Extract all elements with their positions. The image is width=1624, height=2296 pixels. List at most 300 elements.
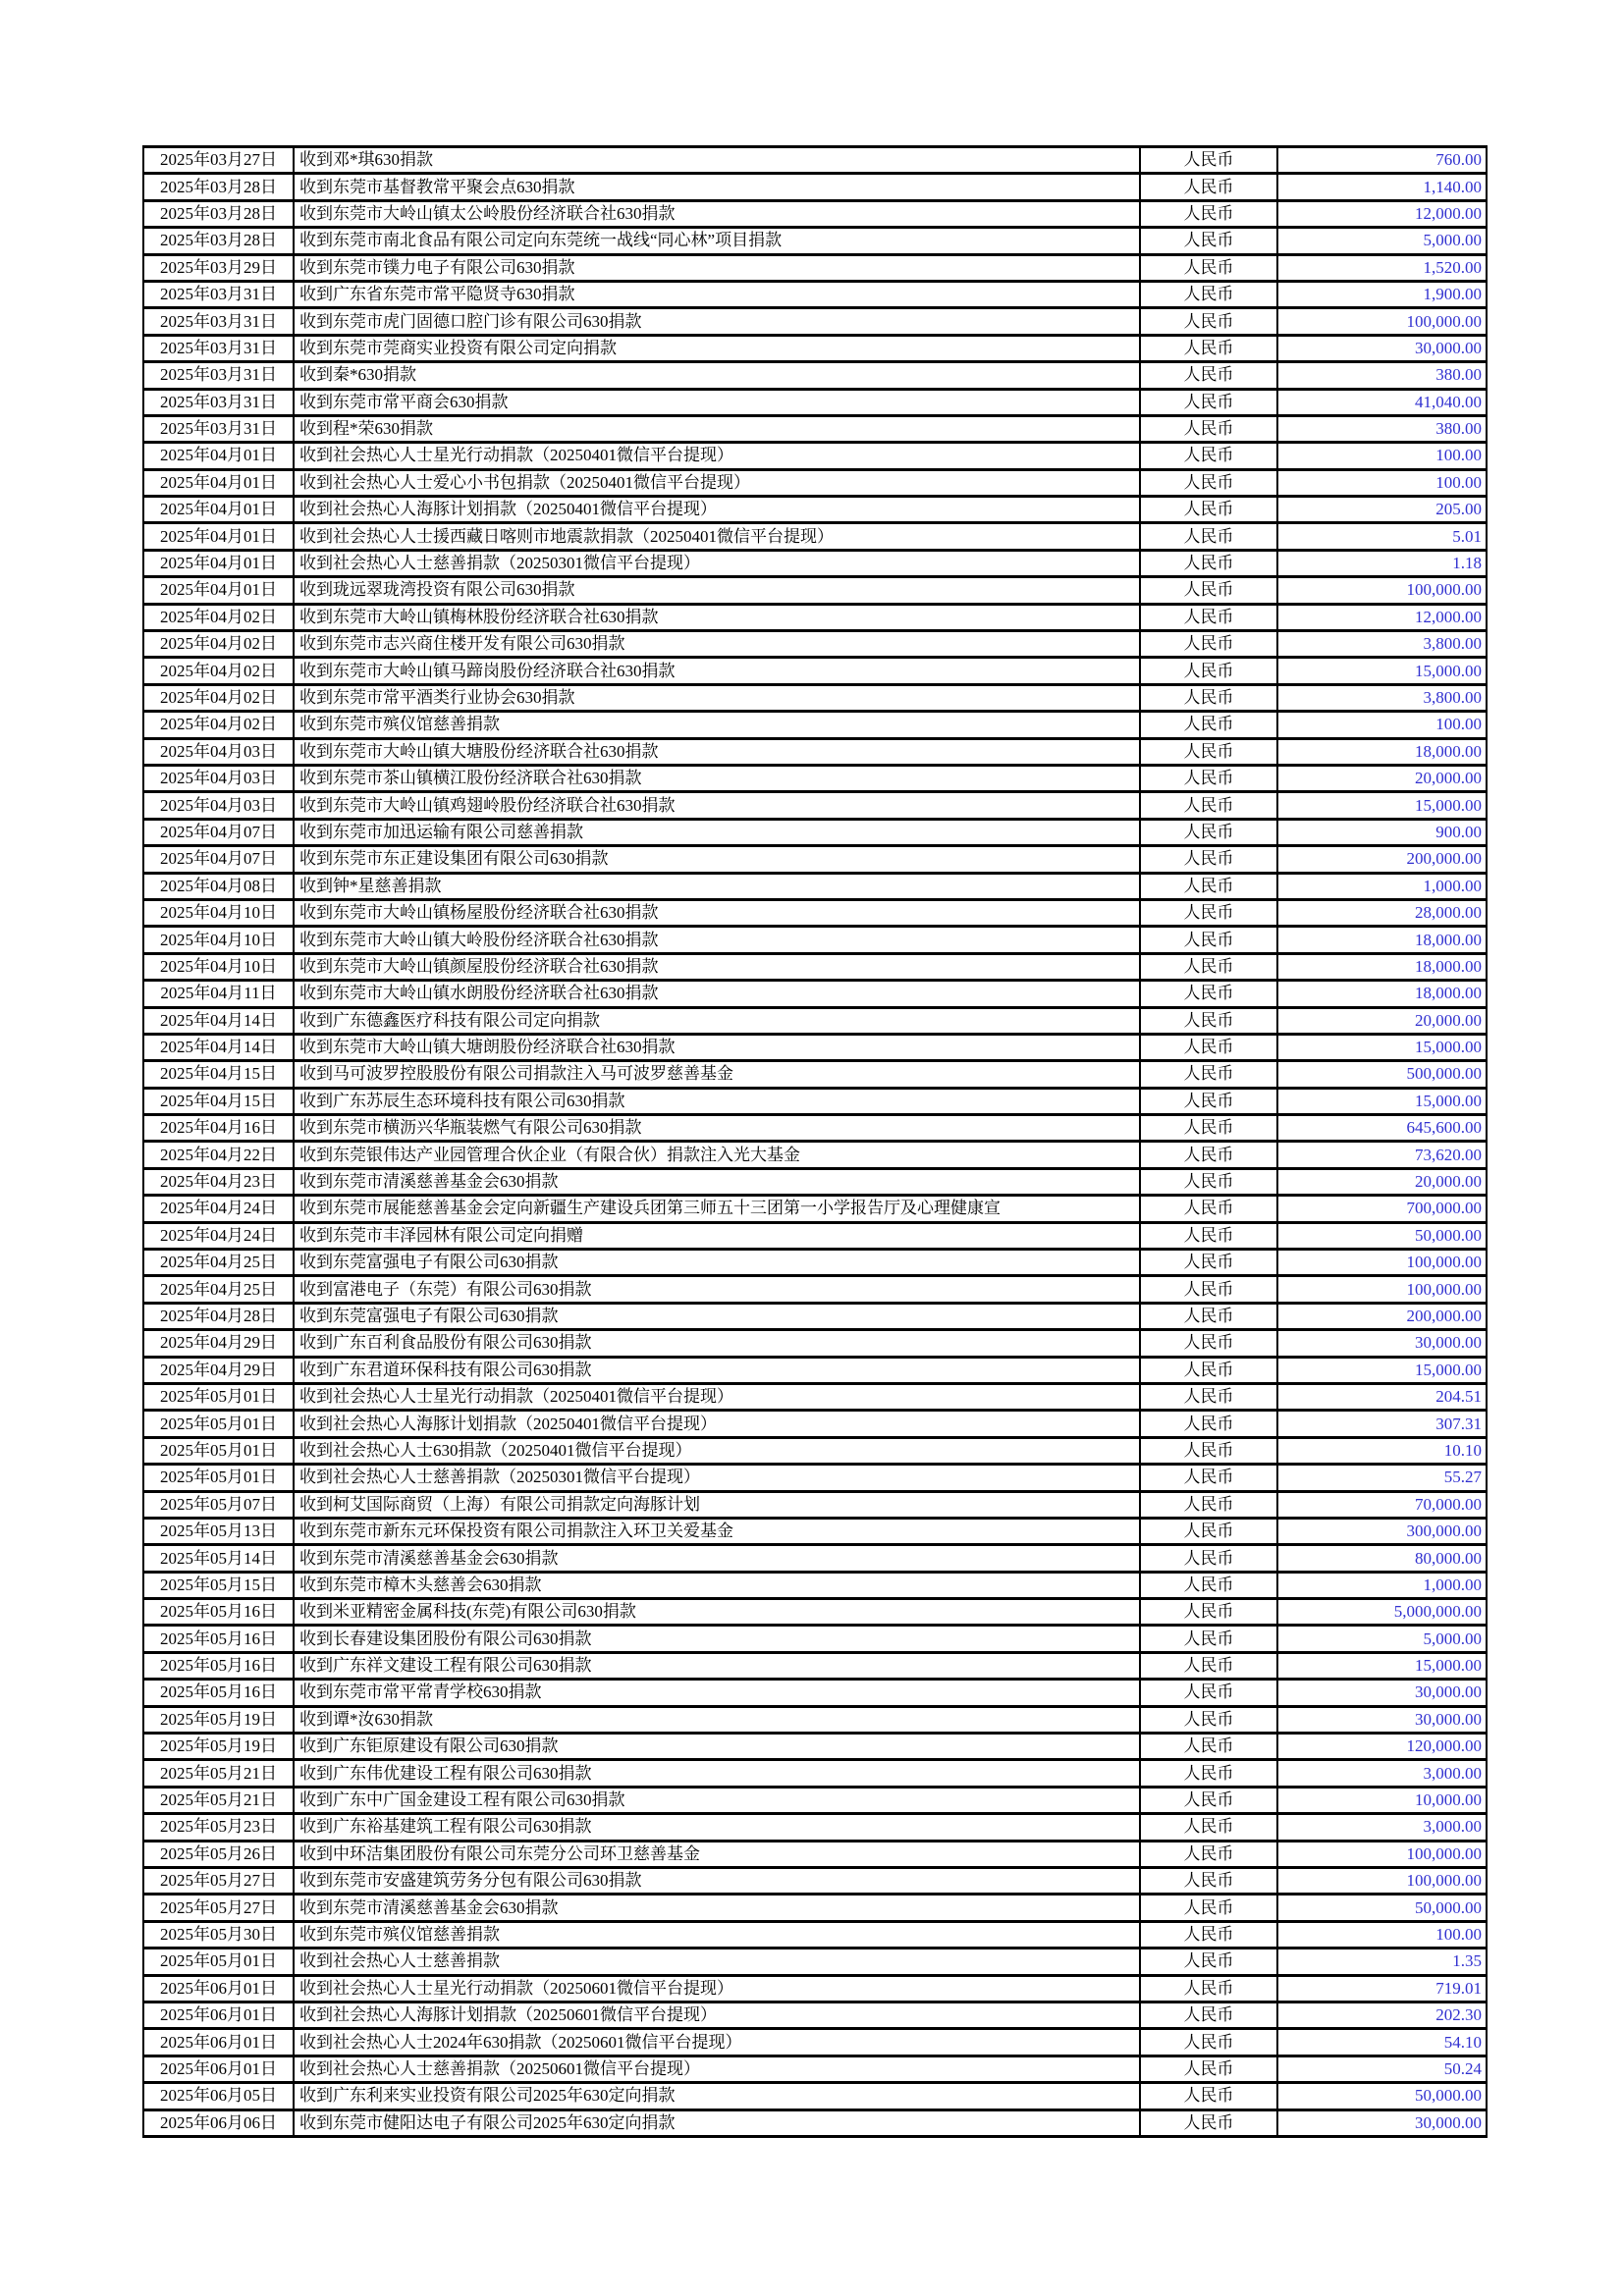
amount-cell: 15,000.00 (1277, 1652, 1487, 1679)
amount-cell: 15,000.00 (1277, 658, 1487, 684)
table-row (143, 873, 1487, 899)
date-cell: 2025年05月16日 (143, 1680, 294, 1706)
table-row (143, 684, 1487, 711)
currency-cell: 人民币 (1140, 1868, 1277, 1895)
currency-cell: 人民币 (1140, 1383, 1277, 1410)
table-row (143, 1760, 1487, 1787)
currency-cell: 人民币 (1140, 819, 1277, 845)
date-cell: 2025年04月10日 (143, 927, 294, 953)
table-row (143, 1196, 1487, 1222)
description-cell: 收到东莞市樟木头慈善会630捐款 (294, 1572, 1140, 1598)
description-cell: 收到长春建设集团股份有限公司630捐款 (294, 1626, 1140, 1652)
amount-cell: 30,000.00 (1277, 1680, 1487, 1706)
date-cell: 2025年04月14日 (143, 1007, 294, 1034)
table-row (143, 1222, 1487, 1249)
amount-cell: 380.00 (1277, 415, 1487, 442)
description-cell: 收到广东君道环保科技有限公司630捐款 (294, 1357, 1140, 1383)
date-cell: 2025年04月22日 (143, 1142, 294, 1168)
amount-cell: 1,520.00 (1277, 254, 1487, 281)
amount-cell: 1,140.00 (1277, 174, 1487, 200)
amount-cell: 300,000.00 (1277, 1518, 1487, 1544)
description-cell: 收到东莞市丰泽园林有限公司定向捐赠 (294, 1222, 1140, 1249)
currency-cell: 人民币 (1140, 873, 1277, 899)
currency-cell: 人民币 (1140, 738, 1277, 765)
description-cell: 收到东莞市展能慈善基金会定向新疆生产建设兵团第三师五十三团第一小学报告厅及心理健康宣 (294, 1196, 1140, 1222)
currency-cell: 人民币 (1140, 1303, 1277, 1329)
date-cell: 2025年05月23日 (143, 1814, 294, 1841)
date-cell: 2025年05月13日 (143, 1518, 294, 1544)
currency-cell: 人民币 (1140, 362, 1277, 389)
table-row (143, 1034, 1487, 1060)
description-cell: 收到秦*630捐款 (294, 362, 1140, 389)
date-cell: 2025年04月29日 (143, 1357, 294, 1383)
currency-cell: 人民币 (1140, 1491, 1277, 1518)
date-cell: 2025年04月01日 (143, 523, 294, 550)
description-cell: 收到广东苏辰生态环境科技有限公司630捐款 (294, 1088, 1140, 1114)
description-cell: 收到东莞市大岭山镇太公岭股份经济联合社630捐款 (294, 200, 1140, 227)
date-cell: 2025年06月01日 (143, 2056, 294, 2082)
description-cell: 收到钟*星慈善捐款 (294, 873, 1140, 899)
table-row (143, 1572, 1487, 1598)
currency-cell: 人民币 (1140, 1518, 1277, 1544)
date-cell: 2025年04月24日 (143, 1222, 294, 1249)
description-cell: 收到东莞市大岭山镇水朗股份经济联合社630捐款 (294, 981, 1140, 1007)
currency-cell: 人民币 (1140, 1168, 1277, 1195)
table-row (143, 254, 1487, 281)
currency-cell: 人民币 (1140, 1545, 1277, 1572)
date-cell: 2025年03月27日 (143, 147, 294, 174)
currency-cell: 人民币 (1140, 577, 1277, 604)
currency-cell: 人民币 (1140, 497, 1277, 523)
amount-cell: 202.30 (1277, 2002, 1487, 2028)
table-row (143, 362, 1487, 389)
table-row (143, 1115, 1487, 1142)
amount-cell: 15,000.00 (1277, 792, 1487, 819)
currency-cell: 人民币 (1140, 254, 1277, 281)
description-cell: 收到社会热心人士星光行动捐款（20250401微信平台提现） (294, 1383, 1140, 1410)
currency-cell: 人民币 (1140, 550, 1277, 576)
date-cell: 2025年04月03日 (143, 738, 294, 765)
description-cell: 收到东莞市清溪慈善基金会630捐款 (294, 1895, 1140, 1921)
table-row (143, 1599, 1487, 1626)
description-cell: 收到东莞市东正建设集团有限公司630捐款 (294, 846, 1140, 873)
amount-cell: 5.01 (1277, 523, 1487, 550)
currency-cell: 人民币 (1140, 846, 1277, 873)
date-cell: 2025年06月05日 (143, 2083, 294, 2109)
table-row (143, 335, 1487, 361)
table-row (143, 1276, 1487, 1303)
date-cell: 2025年03月28日 (143, 200, 294, 227)
description-cell: 收到社会热心人海豚计划捐款（20250401微信平台提现） (294, 1411, 1140, 1437)
amount-cell: 20,000.00 (1277, 1007, 1487, 1034)
table-row (143, 631, 1487, 658)
currency-cell: 人民币 (1140, 443, 1277, 469)
amount-cell: 100.00 (1277, 1921, 1487, 1948)
table-row (143, 792, 1487, 819)
amount-cell: 18,000.00 (1277, 953, 1487, 980)
description-cell: 收到柯艾国际商贸（上海）有限公司捐款定向海豚计划 (294, 1491, 1140, 1518)
table-row (143, 738, 1487, 765)
description-cell: 收到社会热心人士星光行动捐款（20250601微信平台提现） (294, 1975, 1140, 2002)
amount-cell: 15,000.00 (1277, 1088, 1487, 1114)
currency-cell: 人民币 (1140, 1652, 1277, 1679)
date-cell: 2025年03月31日 (143, 362, 294, 389)
table-row (143, 1868, 1487, 1895)
date-cell: 2025年05月01日 (143, 1949, 294, 1975)
currency-cell: 人民币 (1140, 469, 1277, 496)
description-cell: 收到社会热心人海豚计划捐款（20250601微信平台提现） (294, 2002, 1140, 2028)
description-cell: 收到社会热心人士慈善捐款（20250601微信平台提现） (294, 2056, 1140, 2082)
amount-cell: 18,000.00 (1277, 981, 1487, 1007)
date-cell: 2025年06月01日 (143, 2002, 294, 2028)
currency-cell: 人民币 (1140, 1921, 1277, 1948)
currency-cell: 人民币 (1140, 792, 1277, 819)
description-cell: 收到邓*琪630捐款 (294, 147, 1140, 174)
description-cell: 收到东莞市大岭山镇大岭股份经济联合社630捐款 (294, 927, 1140, 953)
amount-cell: 12,000.00 (1277, 200, 1487, 227)
table-row (143, 2083, 1487, 2109)
currency-cell: 人民币 (1140, 1626, 1277, 1652)
currency-cell: 人民币 (1140, 1787, 1277, 1813)
amount-cell: 41,040.00 (1277, 389, 1487, 415)
currency-cell: 人民币 (1140, 1706, 1277, 1733)
date-cell: 2025年04月01日 (143, 443, 294, 469)
amount-cell: 204.51 (1277, 1383, 1487, 1410)
description-cell: 收到东莞市志兴商住楼开发有限公司630捐款 (294, 631, 1140, 658)
description-cell: 收到社会热心人士慈善捐款 (294, 1949, 1140, 1975)
table-row (143, 1491, 1487, 1518)
currency-cell: 人民币 (1140, 1276, 1277, 1303)
amount-cell: 120,000.00 (1277, 1734, 1487, 1760)
amount-cell: 30,000.00 (1277, 335, 1487, 361)
description-cell: 收到广东钜原建设有限公司630捐款 (294, 1734, 1140, 1760)
amount-cell: 15,000.00 (1277, 1357, 1487, 1383)
date-cell: 2025年03月29日 (143, 254, 294, 281)
date-cell: 2025年05月27日 (143, 1895, 294, 1921)
amount-cell: 100,000.00 (1277, 1841, 1487, 1867)
date-cell: 2025年04月10日 (143, 899, 294, 926)
currency-cell: 人民币 (1140, 1250, 1277, 1276)
date-cell: 2025年05月16日 (143, 1652, 294, 1679)
date-cell: 2025年06月01日 (143, 2029, 294, 2056)
date-cell: 2025年05月01日 (143, 1437, 294, 1464)
date-cell: 2025年05月21日 (143, 1787, 294, 1813)
currency-cell: 人民币 (1140, 981, 1277, 1007)
date-cell: 2025年04月16日 (143, 1115, 294, 1142)
date-cell: 2025年04月15日 (143, 1061, 294, 1088)
amount-cell: 20,000.00 (1277, 1168, 1487, 1195)
amount-cell: 30,000.00 (1277, 1706, 1487, 1733)
description-cell: 收到中环洁集团股份有限公司东莞分公司环卫慈善基金 (294, 1841, 1140, 1867)
currency-cell: 人民币 (1140, 1734, 1277, 1760)
date-cell: 2025年03月31日 (143, 281, 294, 307)
table-row (143, 1357, 1487, 1383)
amount-cell: 10,000.00 (1277, 1787, 1487, 1813)
date-cell: 2025年05月27日 (143, 1868, 294, 1895)
description-cell: 收到东莞市横沥兴华瓶装燃气有限公司630捐款 (294, 1115, 1140, 1142)
currency-cell: 人民币 (1140, 308, 1277, 335)
currency-cell: 人民币 (1140, 1411, 1277, 1437)
currency-cell: 人民币 (1140, 1895, 1277, 1921)
date-cell: 2025年04月02日 (143, 658, 294, 684)
table-row (143, 281, 1487, 307)
amount-cell: 18,000.00 (1277, 738, 1487, 765)
donation-table (142, 145, 1488, 2138)
currency-cell: 人民币 (1140, 1196, 1277, 1222)
table-row (143, 1787, 1487, 1813)
currency-cell: 人民币 (1140, 2109, 1277, 2136)
description-cell: 收到东莞市大岭山镇杨屋股份经济联合社630捐款 (294, 899, 1140, 926)
description-cell: 收到广东祥文建设工程有限公司630捐款 (294, 1652, 1140, 1679)
description-cell: 收到程*荣630捐款 (294, 415, 1140, 442)
currency-cell: 人民币 (1140, 1949, 1277, 1975)
table-row (143, 1680, 1487, 1706)
amount-cell: 100,000.00 (1277, 1868, 1487, 1895)
description-cell: 收到东莞市常平常青学校630捐款 (294, 1680, 1140, 1706)
currency-cell: 人民币 (1140, 1222, 1277, 1249)
currency-cell: 人民币 (1140, 281, 1277, 307)
date-cell: 2025年05月19日 (143, 1706, 294, 1733)
table-row (143, 469, 1487, 496)
amount-cell: 700,000.00 (1277, 1196, 1487, 1222)
currency-cell: 人民币 (1140, 1841, 1277, 1867)
amount-cell: 719.01 (1277, 1975, 1487, 2002)
table-row (143, 1518, 1487, 1544)
amount-cell: 100.00 (1277, 712, 1487, 738)
description-cell: 收到东莞市大岭山镇大塘朗股份经济联合社630捐款 (294, 1034, 1140, 1060)
amount-cell: 30,000.00 (1277, 2109, 1487, 2136)
table-row (143, 846, 1487, 873)
amount-cell: 55.27 (1277, 1465, 1487, 1491)
amount-cell: 15,000.00 (1277, 1034, 1487, 1060)
description-cell: 收到谭*汝630捐款 (294, 1706, 1140, 1733)
amount-cell: 100,000.00 (1277, 577, 1487, 604)
date-cell: 2025年05月01日 (143, 1411, 294, 1437)
amount-cell: 200,000.00 (1277, 1303, 1487, 1329)
currency-cell: 人民币 (1140, 631, 1277, 658)
table-row (143, 1652, 1487, 1679)
date-cell: 2025年04月25日 (143, 1276, 294, 1303)
description-cell: 收到东莞市虎门固德口腔门诊有限公司630捐款 (294, 308, 1140, 335)
amount-cell: 50,000.00 (1277, 2083, 1487, 2109)
table-row (143, 2029, 1487, 2056)
date-cell: 2025年05月19日 (143, 1734, 294, 1760)
amount-cell: 18,000.00 (1277, 927, 1487, 953)
description-cell: 收到广东利来实业投资有限公司2025年630定向捐款 (294, 2083, 1140, 2109)
currency-cell: 人民币 (1140, 953, 1277, 980)
date-cell: 2025年05月16日 (143, 1626, 294, 1652)
date-cell: 2025年05月30日 (143, 1921, 294, 1948)
date-cell: 2025年03月28日 (143, 174, 294, 200)
table-row (143, 1465, 1487, 1491)
table-row (143, 228, 1487, 254)
table-row (143, 1168, 1487, 1195)
currency-cell: 人民币 (1140, 389, 1277, 415)
date-cell: 2025年04月07日 (143, 819, 294, 845)
currency-cell: 人民币 (1140, 1975, 1277, 2002)
description-cell: 收到社会热心人士慈善捐款（20250301微信平台提现） (294, 1465, 1140, 1491)
amount-cell: 200,000.00 (1277, 846, 1487, 873)
currency-cell: 人民币 (1140, 604, 1277, 630)
currency-cell: 人民币 (1140, 927, 1277, 953)
amount-cell: 50.24 (1277, 2056, 1487, 2082)
description-cell: 收到东莞市莞商实业投资有限公司定向捐款 (294, 335, 1140, 361)
table-row (143, 523, 1487, 550)
description-cell: 收到东莞市镤力电子有限公司630捐款 (294, 254, 1140, 281)
date-cell: 2025年04月03日 (143, 765, 294, 791)
date-cell: 2025年03月31日 (143, 308, 294, 335)
currency-cell: 人民币 (1140, 1760, 1277, 1787)
amount-cell: 100,000.00 (1277, 1276, 1487, 1303)
amount-cell: 1,900.00 (1277, 281, 1487, 307)
date-cell: 2025年04月28日 (143, 1303, 294, 1329)
description-cell: 收到东莞市殡仪馆慈善捐款 (294, 712, 1140, 738)
table-row (143, 981, 1487, 1007)
amount-cell: 20,000.00 (1277, 765, 1487, 791)
date-cell: 2025年04月23日 (143, 1168, 294, 1195)
amount-cell: 500,000.00 (1277, 1061, 1487, 1088)
currency-cell: 人民币 (1140, 1034, 1277, 1060)
table-row (143, 1330, 1487, 1357)
date-cell: 2025年06月01日 (143, 1975, 294, 2002)
currency-cell: 人民币 (1140, 200, 1277, 227)
table-row (143, 1411, 1487, 1437)
description-cell: 收到广东德鑫医疗科技有限公司定向捐款 (294, 1007, 1140, 1034)
amount-cell: 10.10 (1277, 1437, 1487, 1464)
date-cell: 2025年04月02日 (143, 712, 294, 738)
date-cell: 2025年05月26日 (143, 1841, 294, 1867)
date-cell: 2025年04月01日 (143, 469, 294, 496)
amount-cell: 1,000.00 (1277, 873, 1487, 899)
description-cell: 收到广东百利食品股份有限公司630捐款 (294, 1330, 1140, 1357)
description-cell: 收到东莞市大岭山镇梅林股份经济联合社630捐款 (294, 604, 1140, 630)
table-row (143, 927, 1487, 953)
description-cell: 收到东莞富强电子有限公司630捐款 (294, 1250, 1140, 1276)
description-cell: 收到社会热心人士630捐款（20250401微信平台提现） (294, 1437, 1140, 1464)
description-cell: 收到社会热心人海豚计划捐款（20250401微信平台提现） (294, 497, 1140, 523)
date-cell: 2025年04月25日 (143, 1250, 294, 1276)
date-cell: 2025年05月07日 (143, 1491, 294, 1518)
table-row (143, 1383, 1487, 1410)
table-row (143, 1814, 1487, 1841)
currency-cell: 人民币 (1140, 174, 1277, 200)
amount-cell: 3,800.00 (1277, 684, 1487, 711)
description-cell: 收到广东中广国金建设工程有限公司630捐款 (294, 1787, 1140, 1813)
description-cell: 收到东莞富强电子有限公司630捐款 (294, 1303, 1140, 1329)
description-cell: 收到富港电子（东莞）有限公司630捐款 (294, 1276, 1140, 1303)
table-row (143, 2109, 1487, 2136)
description-cell: 收到东莞市常平商会630捐款 (294, 389, 1140, 415)
table-row (143, 1303, 1487, 1329)
table-row (143, 658, 1487, 684)
amount-cell: 205.00 (1277, 497, 1487, 523)
table-row (143, 200, 1487, 227)
currency-cell: 人民币 (1140, 147, 1277, 174)
currency-cell: 人民币 (1140, 1330, 1277, 1357)
currency-cell: 人民币 (1140, 228, 1277, 254)
currency-cell: 人民币 (1140, 415, 1277, 442)
description-cell: 收到东莞市安盛建筑劳务分包有限公司630捐款 (294, 1868, 1140, 1895)
amount-cell: 50,000.00 (1277, 1222, 1487, 1249)
table-row (143, 174, 1487, 200)
amount-cell: 30,000.00 (1277, 1330, 1487, 1357)
date-cell: 2025年04月02日 (143, 631, 294, 658)
description-cell: 收到东莞市常平酒类行业协会630捐款 (294, 684, 1140, 711)
date-cell: 2025年04月02日 (143, 684, 294, 711)
currency-cell: 人民币 (1140, 1437, 1277, 1464)
amount-cell: 50,000.00 (1277, 1895, 1487, 1921)
description-cell: 收到广东裕基建筑工程有限公司630捐款 (294, 1814, 1140, 1841)
table-row (143, 443, 1487, 469)
currency-cell: 人民币 (1140, 899, 1277, 926)
amount-cell: 3,000.00 (1277, 1814, 1487, 1841)
description-cell: 收到珑远翠珑湾投资有限公司630捐款 (294, 577, 1140, 604)
description-cell: 收到东莞市大岭山镇大塘股份经济联合社630捐款 (294, 738, 1140, 765)
amount-cell: 54.10 (1277, 2029, 1487, 2056)
currency-cell: 人民币 (1140, 1814, 1277, 1841)
table-row (143, 1250, 1487, 1276)
description-cell: 收到东莞市大岭山镇鸡翅岭股份经济联合社630捐款 (294, 792, 1140, 819)
amount-cell: 760.00 (1277, 147, 1487, 174)
currency-cell: 人民币 (1140, 1088, 1277, 1114)
table-row (143, 497, 1487, 523)
currency-cell: 人民币 (1140, 523, 1277, 550)
table-row (143, 1626, 1487, 1652)
date-cell: 2025年04月01日 (143, 577, 294, 604)
table-row (143, 765, 1487, 791)
date-cell: 2025年04月08日 (143, 873, 294, 899)
table-row (143, 1007, 1487, 1034)
currency-cell: 人民币 (1140, 1599, 1277, 1626)
description-cell: 收到米亚精密金属科技(东莞)有限公司630捐款 (294, 1599, 1140, 1626)
table-row (143, 1921, 1487, 1948)
table-row (143, 604, 1487, 630)
currency-cell: 人民币 (1140, 1061, 1277, 1088)
table-row (143, 1949, 1487, 1975)
date-cell: 2025年04月10日 (143, 953, 294, 980)
description-cell: 收到社会热心人士援西藏日喀则市地震款捐款（20250401微信平台提现） (294, 523, 1140, 550)
table-row (143, 1088, 1487, 1114)
currency-cell: 人民币 (1140, 1357, 1277, 1383)
date-cell: 2025年04月15日 (143, 1088, 294, 1114)
amount-cell: 100.00 (1277, 469, 1487, 496)
table-row (143, 1706, 1487, 1733)
description-cell: 收到广东省东莞市常平隐贤寺630捐款 (294, 281, 1140, 307)
amount-cell: 3,000.00 (1277, 1760, 1487, 1787)
amount-cell: 380.00 (1277, 362, 1487, 389)
currency-cell: 人民币 (1140, 712, 1277, 738)
description-cell: 收到社会热心人士慈善捐款（20250301微信平台提现） (294, 550, 1140, 576)
table-row (143, 953, 1487, 980)
date-cell: 2025年03月28日 (143, 228, 294, 254)
currency-cell: 人民币 (1140, 2029, 1277, 2056)
date-cell: 2025年05月01日 (143, 1383, 294, 1410)
amount-cell: 645,600.00 (1277, 1115, 1487, 1142)
description-cell: 收到东莞市清溪慈善基金会630捐款 (294, 1168, 1140, 1195)
amount-cell: 28,000.00 (1277, 899, 1487, 926)
description-cell: 收到东莞市加迅运输有限公司慈善捐款 (294, 819, 1140, 845)
date-cell: 2025年04月02日 (143, 604, 294, 630)
currency-cell: 人民币 (1140, 765, 1277, 791)
amount-cell: 3,800.00 (1277, 631, 1487, 658)
currency-cell: 人民币 (1140, 1115, 1277, 1142)
table-row (143, 415, 1487, 442)
table-row (143, 1841, 1487, 1867)
table-row (143, 2002, 1487, 2028)
table-row (143, 819, 1487, 845)
date-cell: 2025年04月07日 (143, 846, 294, 873)
currency-cell: 人民币 (1140, 1142, 1277, 1168)
